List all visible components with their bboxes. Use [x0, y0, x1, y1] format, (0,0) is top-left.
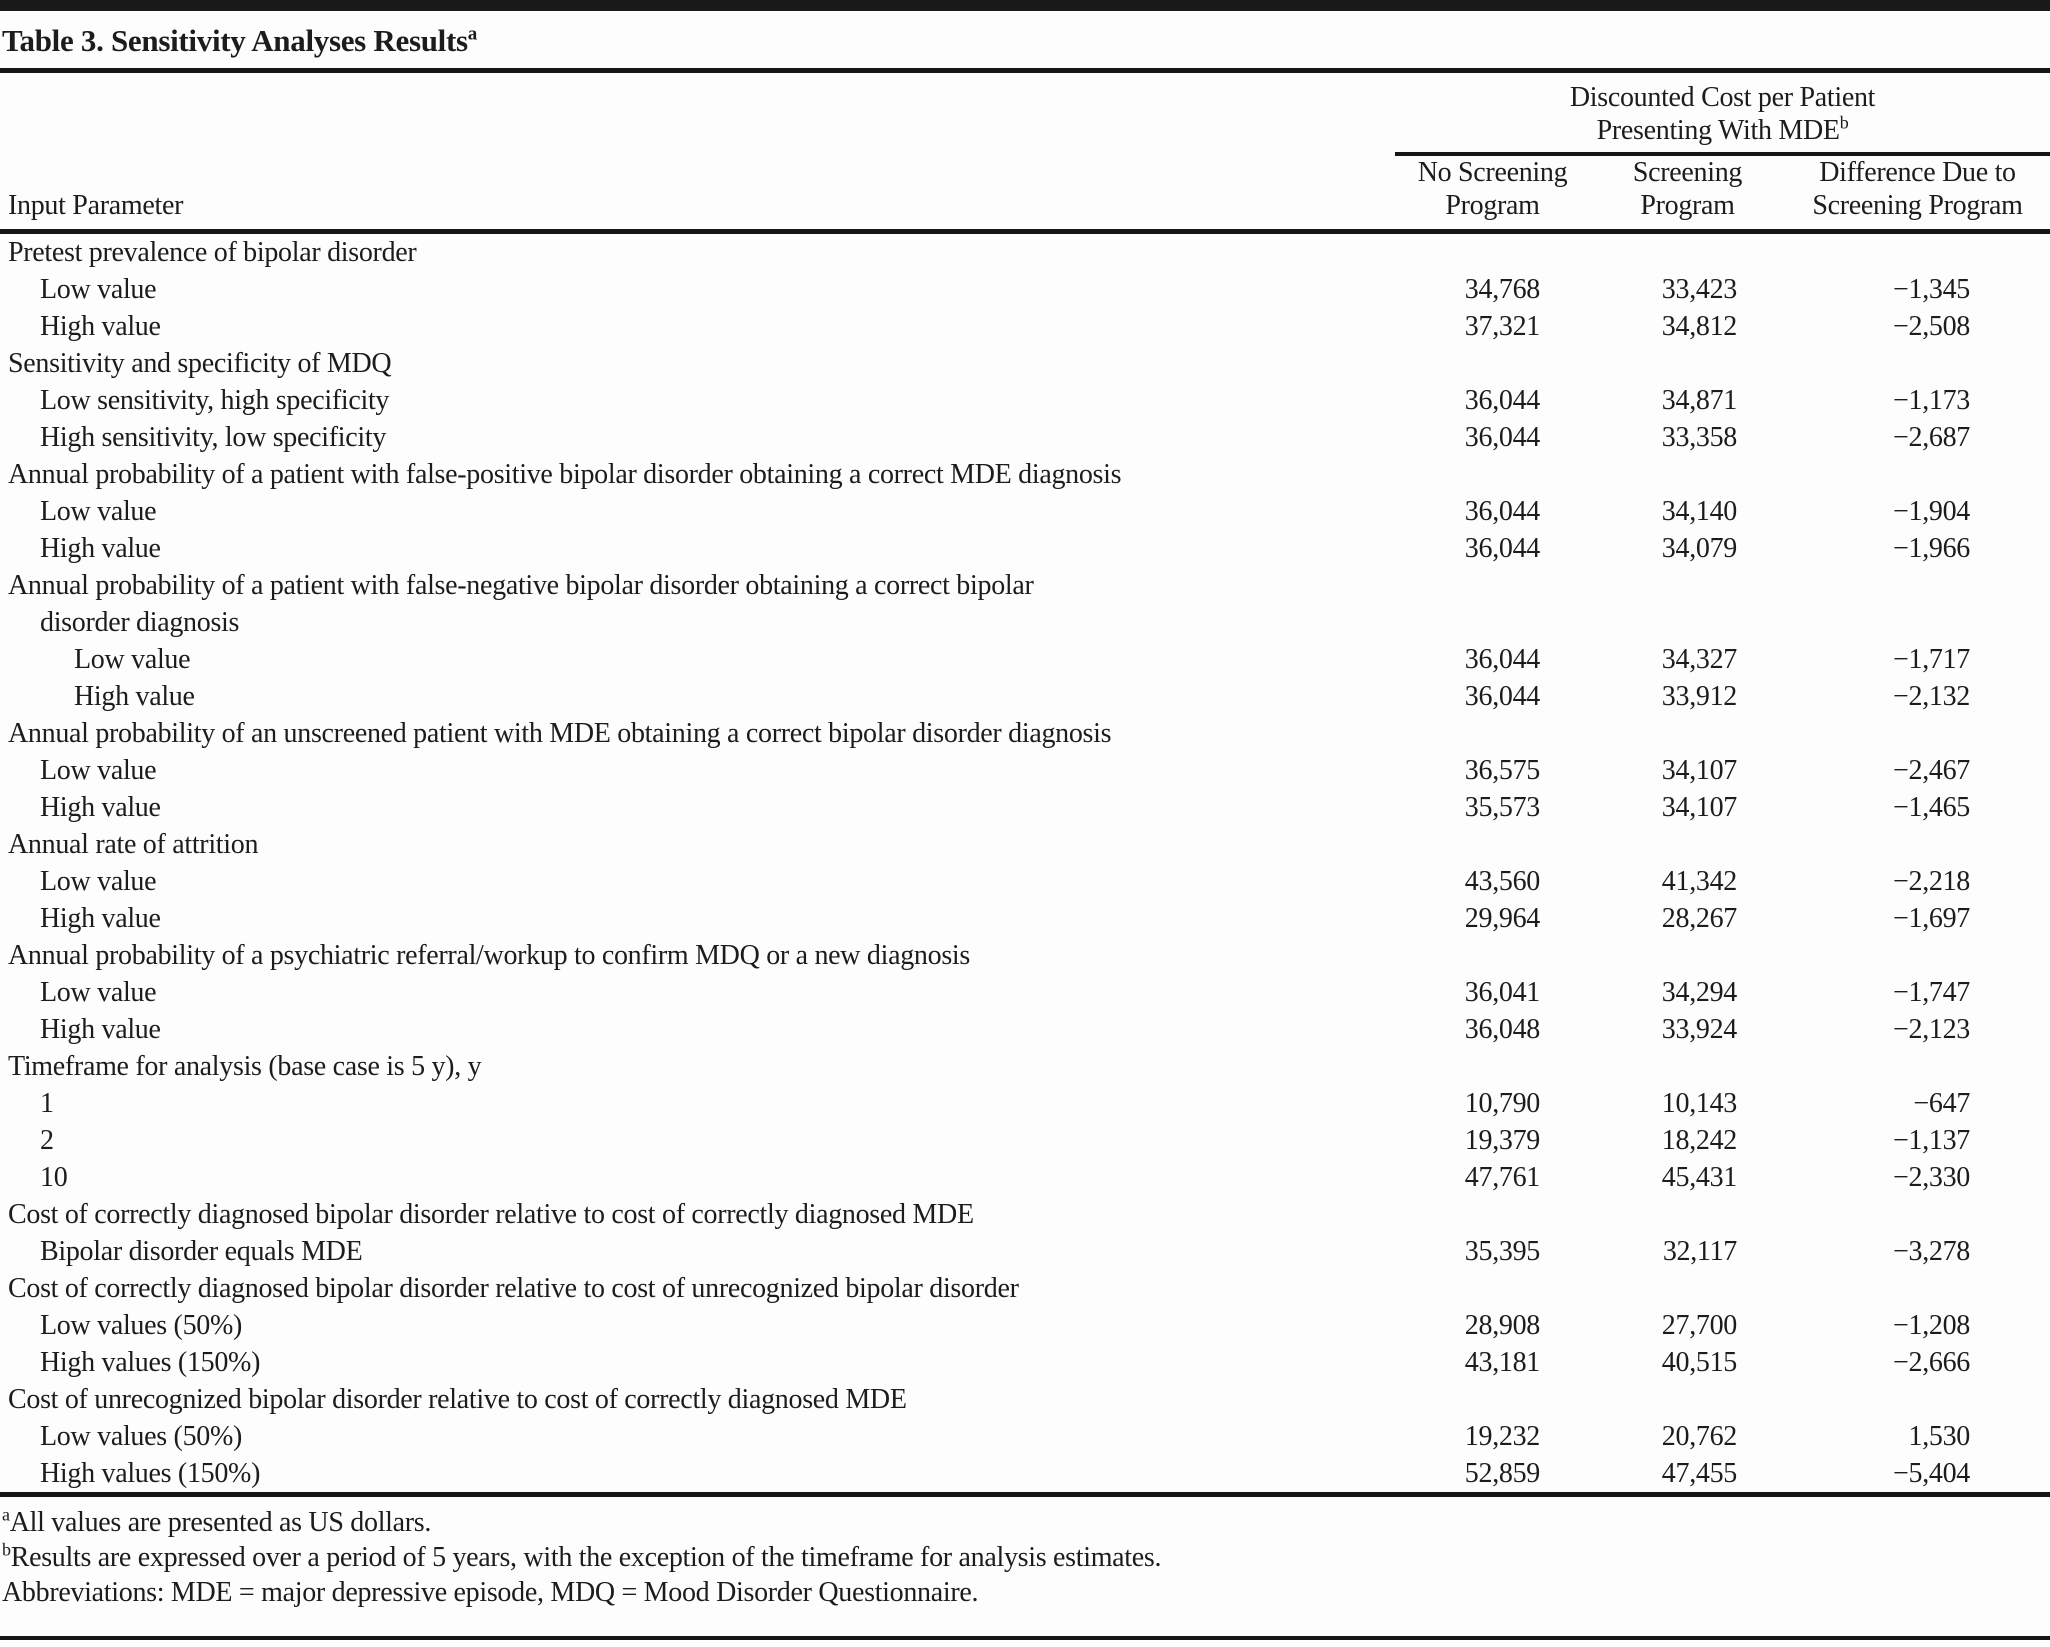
row-label-line1: High value [40, 792, 161, 823]
cell-no-screening-program [1395, 456, 1590, 493]
row-label-line1: Low value [74, 644, 191, 675]
table-row [0, 567, 2050, 641]
cell-screening-program: 28,267 [1661, 903, 1737, 934]
cell-screening-program: 33,358 [1661, 422, 1737, 453]
row-label-line1: High value [40, 533, 161, 564]
spanner-spacer [0, 73, 1395, 154]
row-label-line1: High values (150%) [40, 1347, 261, 1378]
row-label-line1: Cost of unrecognized bipolar disorder relative to cost of correctly diagnosed MDE [8, 1384, 907, 1415]
row-label-line1: Timeframe for analysis (base case is 5 y), y [8, 1051, 482, 1082]
table-row [0, 1122, 2050, 1159]
row-label-line1: 1 [40, 1088, 54, 1119]
cell-difference [1785, 715, 2050, 752]
table-row [0, 789, 2050, 826]
row-label-line1: Low sensitivity, high specificity [40, 385, 390, 416]
row-label-line1: High value [40, 903, 161, 934]
cell-difference [1785, 1270, 2050, 1307]
cell-difference: −1,345 [1893, 274, 1971, 305]
cell-no-screening-program [1395, 826, 1590, 863]
cell-screening-program [1590, 715, 1785, 752]
cell-no-screening-program [1395, 567, 1590, 641]
cell-difference: −1,137 [1893, 1125, 1971, 1156]
cell-difference [1785, 826, 2050, 863]
cell-difference: −1,173 [1893, 385, 1971, 416]
cell-difference: −1,697 [1893, 903, 1971, 934]
cell-screening-program: 18,242 [1661, 1125, 1737, 1156]
row-label [0, 1418, 1395, 1455]
row-label-line1: High sensitivity, low specificity [40, 422, 387, 453]
row-label-line1: High value [40, 1014, 161, 1045]
table-row [0, 1048, 2050, 1085]
table-row [0, 641, 2050, 678]
cell-screening-program: 27,700 [1661, 1310, 1737, 1341]
cell-screening-program: 34,871 [1661, 385, 1737, 416]
cell-difference: −1,465 [1893, 792, 1971, 823]
table-title [0, 11, 2050, 73]
cell-screening-program [1590, 1381, 1785, 1418]
cell-screening-program: 33,924 [1661, 1014, 1737, 1045]
cell-no-screening-program: 19,232 [1464, 1421, 1540, 1452]
table-row [0, 900, 2050, 937]
top-rule-bar [0, 0, 2050, 11]
table-row [0, 1196, 2050, 1233]
cell-difference [1785, 345, 2050, 382]
cell-no-screening-program: 37,321 [1464, 311, 1540, 342]
cell-no-screening-program [1395, 1048, 1590, 1085]
cell-difference: −2,132 [1893, 681, 1971, 712]
cell-screening-program: 34,294 [1661, 977, 1737, 1008]
table-header [0, 73, 2050, 232]
row-label [0, 1381, 1395, 1418]
cell-no-screening-program: 36,044 [1464, 496, 1540, 527]
table-row [0, 1270, 2050, 1307]
cell-screening-program: 34,327 [1661, 644, 1737, 675]
cell-screening-program: 34,140 [1661, 496, 1737, 527]
cell-screening-program [1590, 1270, 1785, 1307]
cell-difference [1785, 232, 2050, 272]
cell-difference: −1,747 [1893, 977, 1971, 1008]
table-row [0, 826, 2050, 863]
row-label [0, 1159, 1395, 1196]
row-label-line1: Low values (50%) [40, 1310, 243, 1341]
cell-screening-program: 34,812 [1661, 311, 1737, 342]
cell-screening-program: 45,431 [1661, 1162, 1737, 1193]
row-label [0, 271, 1395, 308]
row-label [0, 567, 1395, 641]
cell-screening-program: 20,762 [1661, 1421, 1737, 1452]
row-label-line1: 2 [40, 1125, 54, 1156]
cell-difference: −647 [1913, 1088, 1971, 1119]
cell-difference: −2,687 [1893, 422, 1971, 453]
row-label [0, 678, 1395, 715]
cell-difference: −2,123 [1893, 1014, 1971, 1045]
cell-no-screening-program: 36,044 [1464, 533, 1540, 564]
row-label-line1: Annual probability of a psychiatric referral/workup to confirm MDQ or a new diagnosis [8, 940, 971, 971]
row-label [0, 900, 1395, 937]
cell-difference: −5,404 [1893, 1458, 1971, 1489]
table-row [0, 493, 2050, 530]
cell-screening-program: 33,423 [1661, 274, 1737, 305]
row-label [0, 308, 1395, 345]
row-label [0, 1233, 1395, 1270]
cell-screening-program: 33,912 [1661, 681, 1737, 712]
cell-no-screening-program: 43,560 [1464, 866, 1540, 897]
spanner-row [0, 73, 2050, 154]
table-row [0, 345, 2050, 382]
cell-difference: −3,278 [1893, 1236, 1971, 1267]
row-label [0, 1122, 1395, 1159]
row-label-line1: Annual rate of attrition [8, 829, 259, 860]
cell-screening-program [1590, 1196, 1785, 1233]
cell-difference: −2,666 [1893, 1347, 1971, 1378]
cell-screening-program: 34,107 [1661, 792, 1737, 823]
row-label-line1: Cost of correctly diagnosed bipolar disorder relative to cost of correctly diagnosed MDE [8, 1199, 974, 1230]
table-row [0, 1455, 2050, 1492]
row-label [0, 715, 1395, 752]
table-row [0, 530, 2050, 567]
cell-no-screening-program: 36,044 [1464, 644, 1540, 675]
table-row [0, 937, 2050, 974]
row-label [0, 826, 1395, 863]
cell-difference: −1,904 [1893, 496, 1971, 527]
footnotes [0, 1497, 2050, 1610]
cell-screening-program [1590, 937, 1785, 974]
row-label [0, 1196, 1395, 1233]
cell-screening-program: 34,107 [1661, 755, 1737, 786]
row-label-line1: Annual probability of a patient with false-positive bipolar disorder obtaining a correct MDE diagnosis [8, 459, 1122, 490]
row-label-line1: Sensitivity and specificity of MDQ [8, 348, 392, 379]
cell-screening-program [1590, 456, 1785, 493]
row-label [0, 752, 1395, 789]
table-body [0, 232, 2050, 1493]
table-row [0, 1011, 2050, 1048]
spanner-line1: Discounted Cost per Patient [1569, 82, 1876, 113]
cell-no-screening-program [1395, 232, 1590, 272]
cell-no-screening-program: 52,859 [1464, 1458, 1540, 1489]
cell-screening-program [1590, 826, 1785, 863]
cell-no-screening-program: 19,379 [1464, 1125, 1540, 1156]
cell-screening-program [1590, 567, 1785, 641]
row-label [0, 1011, 1395, 1048]
table-row [0, 1344, 2050, 1381]
cell-no-screening-program: 34,768 [1464, 274, 1540, 305]
cell-screening-program [1590, 232, 1785, 272]
row-label [0, 1344, 1395, 1381]
column-header-screening: Screening Program [1590, 154, 1785, 232]
row-label [0, 493, 1395, 530]
table-row [0, 271, 2050, 308]
cell-screening-program: 40,515 [1661, 1347, 1737, 1378]
cell-difference [1785, 937, 2050, 974]
table-row [0, 974, 2050, 1011]
cell-screening-program: 34,079 [1661, 533, 1737, 564]
row-label-line1: Annual probability of a patient with false-negative bipolar disorder obtaining a correct bipolar [8, 570, 1034, 601]
row-label-line1: Low value [40, 866, 157, 897]
cell-no-screening-program: 29,964 [1464, 903, 1540, 934]
row-label [0, 345, 1395, 382]
row-label [0, 232, 1395, 272]
table-row [0, 1307, 2050, 1344]
cell-no-screening-program [1395, 937, 1590, 974]
row-label [0, 937, 1395, 974]
end-rule-bar [0, 1636, 2050, 1640]
cell-difference [1785, 456, 2050, 493]
table-row [0, 308, 2050, 345]
row-label [0, 1307, 1395, 1344]
table-row [0, 715, 2050, 752]
row-label-line1: High value [40, 311, 161, 342]
row-label [0, 530, 1395, 567]
row-label [0, 1085, 1395, 1122]
spanner-header [1395, 73, 2050, 154]
cell-no-screening-program: 35,395 [1464, 1236, 1540, 1267]
cell-difference [1785, 567, 2050, 641]
footnote-abbreviations: Abbreviations: MDE = major depressive episode, MDQ = Mood Disorder Questionnaire. [2, 1577, 979, 1608]
cell-difference: −2,467 [1893, 755, 1971, 786]
row-label [0, 419, 1395, 456]
cell-no-screening-program: 36,041 [1464, 977, 1540, 1008]
row-label-line1: Low value [40, 496, 157, 527]
cell-no-screening-program: 36,048 [1464, 1014, 1540, 1045]
row-label-line1: Cost of correctly diagnosed bipolar disorder relative to cost of unrecognized bipolar disorder [8, 1273, 1019, 1304]
cell-no-screening-program: 10,790 [1464, 1088, 1540, 1119]
table-row [0, 1233, 2050, 1270]
sensitivity-table [0, 73, 2050, 1492]
column-header-difference: Difference Due to Screening Program [1785, 154, 2050, 232]
row-label [0, 974, 1395, 1011]
row-label [0, 641, 1395, 678]
table-row [0, 419, 2050, 456]
table-row [0, 678, 2050, 715]
row-label-line2: disorder diagnosis [40, 607, 240, 638]
column-header-row [0, 154, 2050, 232]
spanner-line2: Presenting With MDE [1596, 115, 1840, 146]
spanner-footnote-marker: b [1839, 112, 1849, 133]
cell-no-screening-program: 47,761 [1464, 1162, 1540, 1193]
cell-difference: −1,717 [1893, 644, 1971, 675]
cell-no-screening-program [1395, 1270, 1590, 1307]
table-row [0, 1418, 2050, 1455]
cell-no-screening-program: 36,044 [1464, 385, 1540, 416]
cell-screening-program: 10,143 [1661, 1088, 1737, 1119]
table-row [0, 863, 2050, 900]
table-row [0, 456, 2050, 493]
column-header-input-parameter: Input Parameter [0, 154, 1395, 232]
row-label-line1: Low value [40, 977, 157, 1008]
row-label-line1: Bipolar disorder equals MDE [40, 1236, 363, 1267]
row-label-line1: Low value [40, 274, 157, 305]
cell-no-screening-program: 36,044 [1464, 422, 1540, 453]
cell-no-screening-program: 36,575 [1464, 755, 1540, 786]
table-title-text: Table 3. Sensitivity Analyses Results [2, 23, 468, 58]
cell-difference: −2,218 [1893, 866, 1971, 897]
table-row [0, 1085, 2050, 1122]
table-row [0, 1381, 2050, 1418]
row-label-line1: Annual probability of an unscreened patient with MDE obtaining a correct bipolar disorder diagnosis [8, 718, 1112, 749]
cell-screening-program [1590, 1048, 1785, 1085]
table-row [0, 382, 2050, 419]
row-label [0, 1270, 1395, 1307]
cell-difference [1785, 1048, 2050, 1085]
table-row [0, 752, 2050, 789]
cell-no-screening-program [1395, 715, 1590, 752]
row-label-line1: High value [74, 681, 195, 712]
row-label [0, 456, 1395, 493]
cell-screening-program [1590, 345, 1785, 382]
cell-no-screening-program: 28,908 [1464, 1310, 1540, 1341]
cell-no-screening-program: 36,044 [1464, 681, 1540, 712]
column-header-no-screening: No Screening Program [1395, 154, 1590, 232]
row-label-line1: Low value [40, 755, 157, 786]
cell-difference [1785, 1381, 2050, 1418]
footnote-b: $^b$Results are expressed over a period of 5 years, with the exception of the timeframe for analysis estimates. [2, 1539, 1162, 1573]
cell-difference: 1,530 [1908, 1421, 1971, 1452]
cell-screening-program: 32,117 [1662, 1236, 1737, 1267]
row-label [0, 382, 1395, 419]
cell-difference: −2,330 [1893, 1162, 1971, 1193]
row-label [0, 789, 1395, 826]
cell-no-screening-program: 35,573 [1464, 792, 1540, 823]
row-label [0, 1048, 1395, 1085]
footnote-a: $^a$All values are presented as US dollars. [2, 1504, 432, 1538]
cell-difference: −1,966 [1893, 533, 1971, 564]
row-label-line1: Low values (50%) [40, 1421, 243, 1452]
table-row [0, 232, 2050, 272]
cell-no-screening-program [1395, 1381, 1590, 1418]
row-label [0, 863, 1395, 900]
cell-difference: −2,508 [1893, 311, 1971, 342]
row-label [0, 1455, 1395, 1492]
row-label-line1: Pretest prevalence of bipolar disorder [8, 237, 417, 268]
cell-difference [1785, 1196, 2050, 1233]
cell-no-screening-program [1395, 1196, 1590, 1233]
row-label-line1: 10 [40, 1162, 68, 1193]
cell-screening-program: 41,342 [1661, 866, 1737, 897]
table-row [0, 1159, 2050, 1196]
cell-screening-program: 47,455 [1661, 1458, 1737, 1489]
cell-no-screening-program [1395, 345, 1590, 382]
row-label-line1: High values (150%) [40, 1458, 261, 1489]
cell-no-screening-program: 43,181 [1464, 1347, 1540, 1378]
cell-difference: −1,208 [1893, 1310, 1971, 1341]
title-footnote-marker: a [467, 23, 477, 45]
